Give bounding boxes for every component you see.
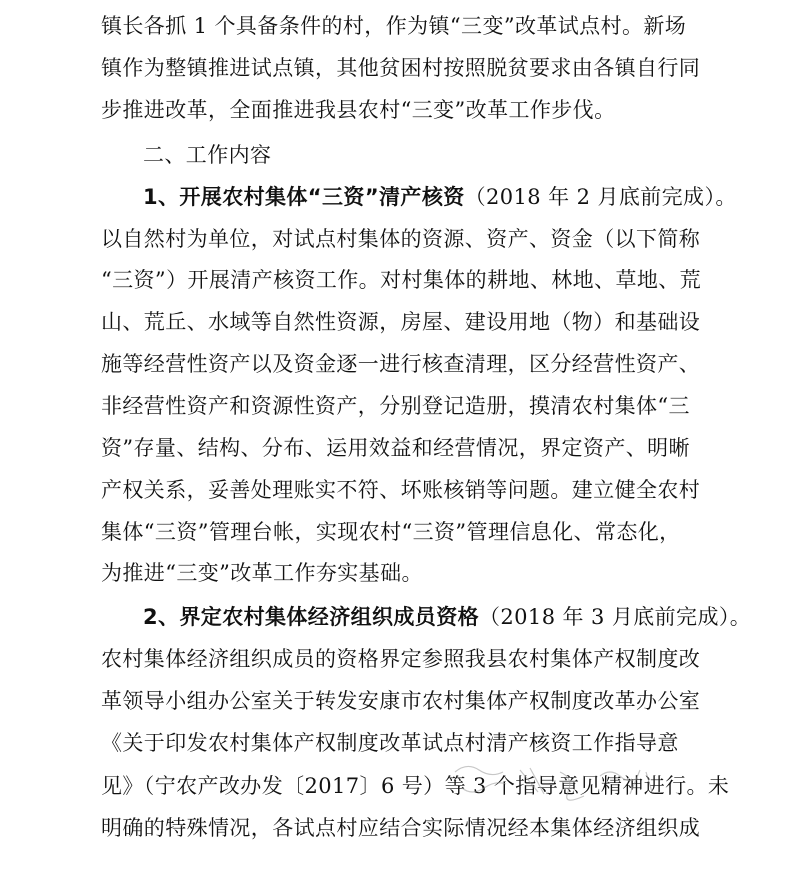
paragraph-line: 明确的特殊情况，各试点村应结合实际情况经本集体经济组织成 — [101, 816, 701, 840]
paragraph-line: 步推进改革，全面推进我县农村“三变”改革工作步伐。 — [101, 98, 616, 122]
paragraph-line: 为推进“三变”改革工作夯实基础。 — [101, 561, 423, 585]
paragraph-line: 镇长各抓 1 个具备条件的村，作为镇“三变”改革试点村。新场 — [101, 14, 687, 38]
paragraph-line: 革领导小组办公室关于转发安康市农村集体产权制度改革办公室 — [101, 689, 701, 713]
section-heading: 二、工作内容 — [143, 143, 272, 167]
paragraph-line: 施等经营性资产以及资金逐一进行核查清理，区分经营性资产、 — [101, 352, 701, 376]
paragraph-line: “三资”）开展清产核资工作。对村集体的耕地、林地、草地、荒 — [101, 268, 702, 292]
paragraph-line: 以自然村为单位，对试点村集体的资源、资产、资金（以下简称 — [101, 227, 701, 251]
paragraph-line: 山、荒丘、水域等自然性资源，房屋、建设用地（物）和基础设 — [101, 310, 701, 334]
paragraph-line: 农村集体经济组织成员的资格界定参照我县农村集体产权制度改 — [101, 647, 701, 671]
paragraph-line: 集体“三资”管理台帐，实现农村“三资”管理信息化、常态化， — [101, 520, 681, 544]
subsection-heading: 2、界定农村集体经济组织成员资格（2018 年 3 月底前完成）。 — [143, 605, 752, 629]
paragraph-line: 非经营性资产和资源性资产，分别登记造册，摸清农村集体“三 — [101, 394, 690, 418]
paragraph-line: 《关于印发农村集体产权制度改革试点村清产核资工作指导意 — [101, 731, 679, 755]
paragraph-line: 资”存量、结构、分布、运用效益和经营情况，界定资产、明晰 — [101, 436, 690, 460]
paragraph-line: 产权关系，妥善处理账实不符、坏账核销等问题。建立健全农村 — [101, 478, 701, 502]
paragraph-line: 镇作为整镇推进试点镇，其他贫困村按照脱贫要求由各镇自行同 — [101, 56, 701, 80]
paragraph-line: 见》（宁农产改办发〔2017〕6 号）等 3 个指导意见精神进行。未 — [101, 774, 730, 798]
subsection-heading: 1、开展农村集体“三资”清产核资（2018 年 2 月底前完成）。 — [143, 185, 737, 209]
